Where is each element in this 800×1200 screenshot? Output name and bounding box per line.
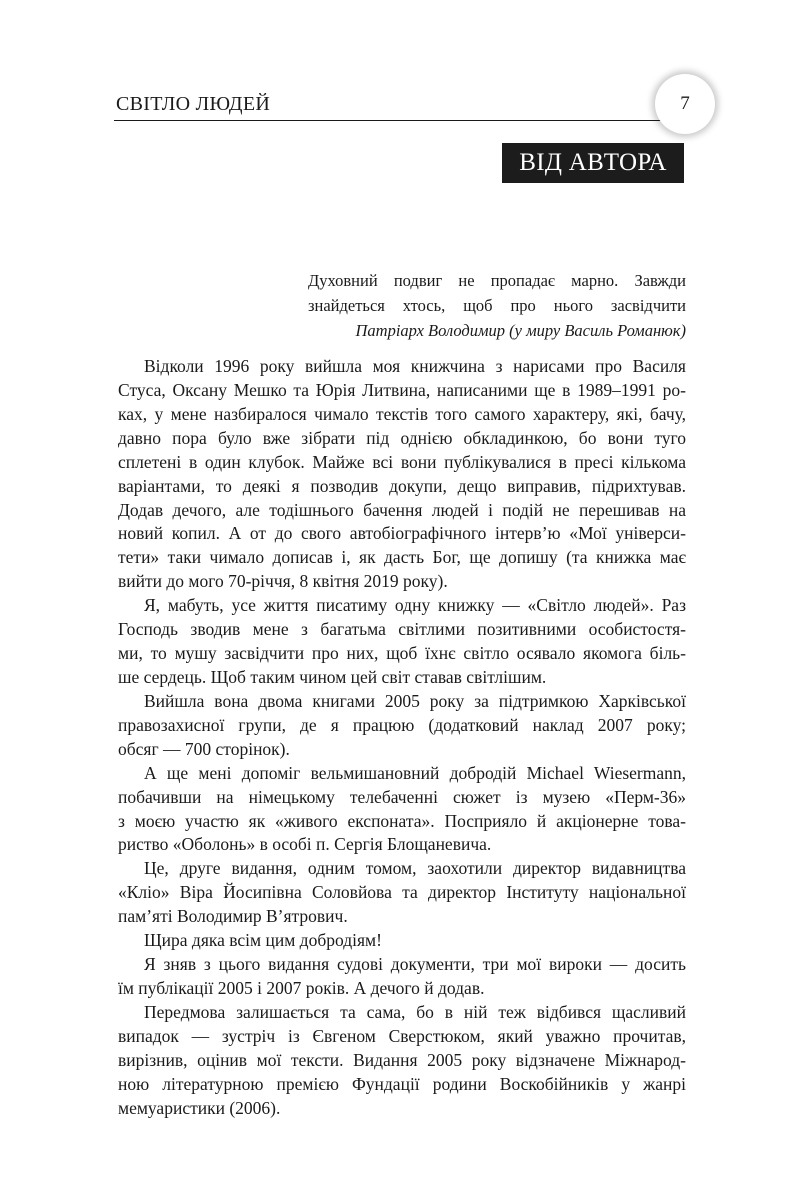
body-line: Я, мабуть, усе життя писатиму одну книжку — «Світло людей». Раз <box>144 595 686 616</box>
body-line: побачивши на німецькому телебаченні сюжет із музею «Перм-36» <box>118 786 686 807</box>
body-line: Це, друге видання, одним томом, заохотили директор видавництва <box>144 858 686 879</box>
body-line: обсяг — 700 сторінок). <box>118 738 290 759</box>
body-line: ках, у мене назбиралося чимало текстів того самого характеру, які, бачу, <box>118 403 686 424</box>
epigraph-attribution: Патріарх Володимир (у миру Василь Романюк) <box>355 321 686 340</box>
body-line: їм публікації 2005 і 2007 років. А дечого й додав. <box>118 977 485 998</box>
body-line: Додав дечого, але тодішнього бачення людей і подій не перешивав на <box>118 499 686 520</box>
header-rule <box>114 120 662 121</box>
epigraph-line: Духовний подвиг не пропадає марно. Завжди <box>308 271 686 290</box>
body-line: Передмова залишається та сама, бо в ній теж відбився щасливий <box>144 1001 686 1022</box>
body-line: Стуса, Оксану Мешко та Юрія Литвина, написаними ще в 1989–1991 ро- <box>118 379 686 400</box>
body-line: випадок — зустріч із Євгеном Сверстюком, який уважно прочитав, <box>118 1025 686 1046</box>
body-line: варіантами, то деякі я позводив докупи, дещо виправив, підрихтував. <box>118 475 686 496</box>
section-title: ВІД АВТОРА <box>519 149 667 176</box>
body-line: ною літературною премією Фундації родини Воскобійників у жанрі <box>118 1073 686 1094</box>
body-line: новий копил. А от до свого автобіографічного інтерв’ю «Мої універси- <box>118 523 686 544</box>
body-line: ми, то мушу засвідчити про них, щоб їхнє світло осявало якомога біль- <box>118 643 686 663</box>
body-line: риство «Оболонь» в особі п. Сергія Блощаневича. <box>118 834 492 855</box>
body-line: пам’яті Володимир В’ятрович. <box>118 906 348 927</box>
body-line: ше сердець. Щоб таким чином цей світ ставав світлішим. <box>118 667 547 687</box>
body-line: «Кліо» Віра Йосипівна Соловйова та директор Інституту національної <box>118 882 686 903</box>
body-line: Я зняв з цього видання судові документи, три мої вироки — досить <box>144 954 686 974</box>
epigraph-line: знайдеться хтось, щоб про нього засвідчити <box>308 296 686 315</box>
body-line: Щира дяка всім цим добродіям! <box>144 930 382 951</box>
body-line: давно пора було вже зібрати під однією обкладинкою, бо вони туго <box>118 427 686 448</box>
body-line: Вийшла вона двома книгами 2005 року за підтримкою Харківської <box>144 690 686 711</box>
body-line: А ще мені допоміг вельмишановний добродій Michael Wiesermann, <box>144 762 686 783</box>
body-line: тети» таки чимало дописав і, як дасть Бог, ще допишу (та книжка має <box>118 547 686 568</box>
body-line: мемуаристики (2006). <box>118 1097 281 1118</box>
page-number: 7 <box>680 93 690 114</box>
body-line: сплетені в один клубок. Майже всі вони публікувалися в пресі кількома <box>118 451 686 472</box>
body-line: вийти до мого 70-річчя, 8 квітня 2019 року). <box>118 571 448 592</box>
body-line: вирізнив, оцінив мої тексти. Видання 2005 року відзначене Міжнарод- <box>118 1049 686 1070</box>
body-line: правозахисної групи, де я працюю (додатковий наклад 2007 року; <box>118 714 686 735</box>
body-line: з моєю участю як «живого експоната». Посприяло й акціонерне това- <box>118 810 686 831</box>
body-line: Господь зводив мене з багатьма світлими позитивними особистостя- <box>118 619 686 640</box>
body-line: Відколи 1996 року вийшла моя книжчина з нарисами про Василя <box>144 356 686 376</box>
running-header-title: СВІТЛО ЛЮДЕЙ <box>116 93 271 115</box>
